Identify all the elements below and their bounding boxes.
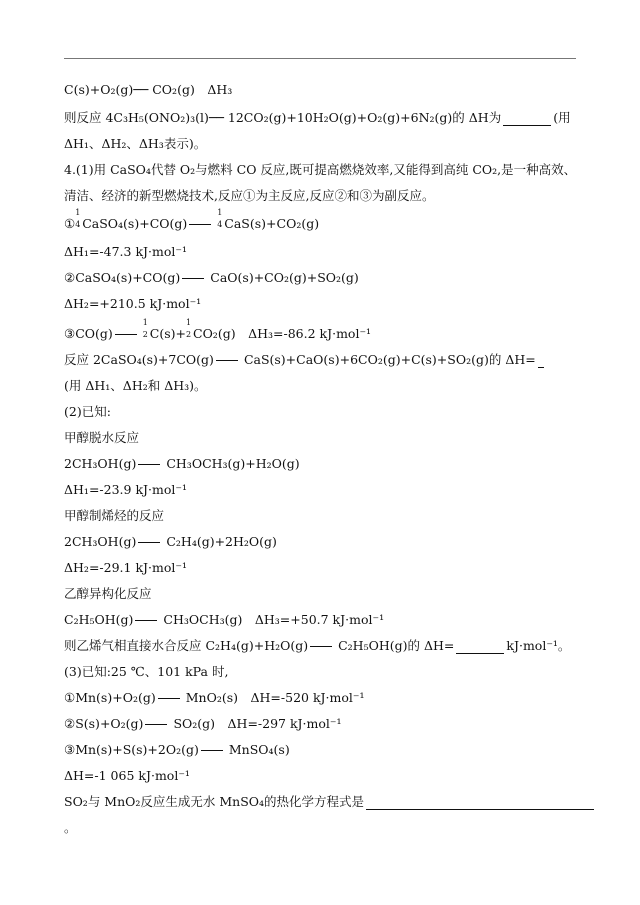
reaction-arrow (115, 334, 137, 335)
text-line: ΔH₂=-29.1 kJ·mol⁻¹ (64, 560, 187, 575)
text-line: ΔH₁=-23.9 kJ·mol⁻¹ (64, 482, 187, 497)
reaction-arrow (135, 620, 157, 621)
reaction-arrow (138, 542, 160, 543)
text-line: 甲醇脱水反应 (64, 430, 140, 445)
reaction-arrow (201, 750, 223, 751)
equation: ②S(s)+O₂(g) SO₂(g) ΔH=-297 kJ·mol⁻¹ (64, 716, 342, 731)
reaction-arrow (145, 724, 167, 725)
text-line: (3)已知:25 ℃、101 kPa 时, (64, 664, 229, 679)
text-line: (用 ΔH₁、ΔH₂和 ΔH₃)。 (64, 378, 207, 393)
header-rule (64, 58, 576, 59)
reaction-arrow (216, 360, 238, 361)
fraction-quarter: 1 4 (75, 208, 81, 229)
answer-blank[interactable] (503, 113, 551, 126)
answer-blank[interactable] (366, 797, 594, 810)
text-line: 则乙烯气相直接水合反应 C₂H₄(g)+H₂O(g) C₂H₅OH(g)的 ΔH= kJ·mol⁻¹。 (64, 638, 571, 653)
reaction-arrow (138, 464, 160, 465)
text-line: ΔH₂=+210.5 kJ·mol⁻¹ (64, 296, 202, 311)
text-line: 则反应 4C₃H₅(ONO₂)₃(l)── 12CO₂(g)+10H₂O(g)+O₂(g)+6N₂(g)的 ΔH为 (用 (64, 110, 571, 125)
equation: ①Mn(s)+O₂(g) MnO₂(s) ΔH=-520 kJ·mol⁻¹ (64, 690, 365, 705)
text-line: ΔH=-1 065 kJ·mol⁻¹ (64, 768, 190, 783)
fraction-half: 1 2 (186, 318, 192, 339)
reaction-arrow (310, 646, 332, 647)
answer-blank[interactable] (456, 641, 504, 654)
text-line: 清洁、经济的新型燃烧技术,反应①为主反应,反应②和③为副反应。 (64, 188, 435, 203)
text-line: 乙醇异构化反应 (64, 586, 152, 601)
text-line: 。 (64, 820, 77, 835)
text-line: 甲醇制烯烃的反应 (64, 508, 165, 523)
equation-1: ① 1 4 CaSO₄(s)+CO(g) 1 4 CaS(s)+CO₂(g) (64, 216, 319, 232)
text-line: SO₂与 MnO₂反应生成无水 MnSO₄的热化学方程式是 (64, 794, 596, 810)
fraction-half: 1 2 (142, 318, 148, 339)
reaction-arrow (182, 278, 204, 279)
text-line: C(s)+O₂(g)── CO₂(g) ΔH₃ (64, 82, 233, 97)
equation: C₂H₅OH(g) CH₃OCH₃(g) ΔH₃=+50.7 kJ·mol⁻¹ (64, 612, 385, 627)
question-heading: 4.(1)用 CaSO₄代替 O₂与燃料 CO 反应,既可提高燃烧效率,又能得到高纯 CO₂,是一种高效、 (64, 162, 577, 177)
text-line: ΔH₁=-47.3 kJ·mol⁻¹ (64, 244, 187, 259)
answer-blank[interactable] (538, 355, 544, 368)
equation: 2CH₃OH(g) C₂H₄(g)+2H₂O(g) (64, 534, 277, 549)
reaction-arrow (158, 698, 180, 699)
text-line: ΔH₁、ΔH₂、ΔH₃表示)。 (64, 136, 207, 151)
equation: 2CH₃OH(g) CH₃OCH₃(g)+H₂O(g) (64, 456, 300, 471)
fraction-quarter: 1 4 (217, 208, 223, 229)
equation: ③Mn(s)+S(s)+2O₂(g) MnSO₄(s) (64, 742, 290, 757)
equation-2: ②CaSO₄(s)+CO(g) CaO(s)+CO₂(g)+SO₂(g) (64, 270, 359, 285)
reaction-arrow (189, 224, 211, 225)
text-line: 反应 2CaSO₄(s)+7CO(g) CaS(s)+CaO(s)+6CO₂(g)+C(s)+SO₂(g)的 ΔH= (64, 352, 546, 368)
text-line: (2)已知: (64, 404, 111, 419)
equation-3: ③CO(g) 1 2 C(s)+ 1 2 CO₂(g) ΔH₃=-86.2 kJ·mol⁻¹ (64, 326, 371, 342)
